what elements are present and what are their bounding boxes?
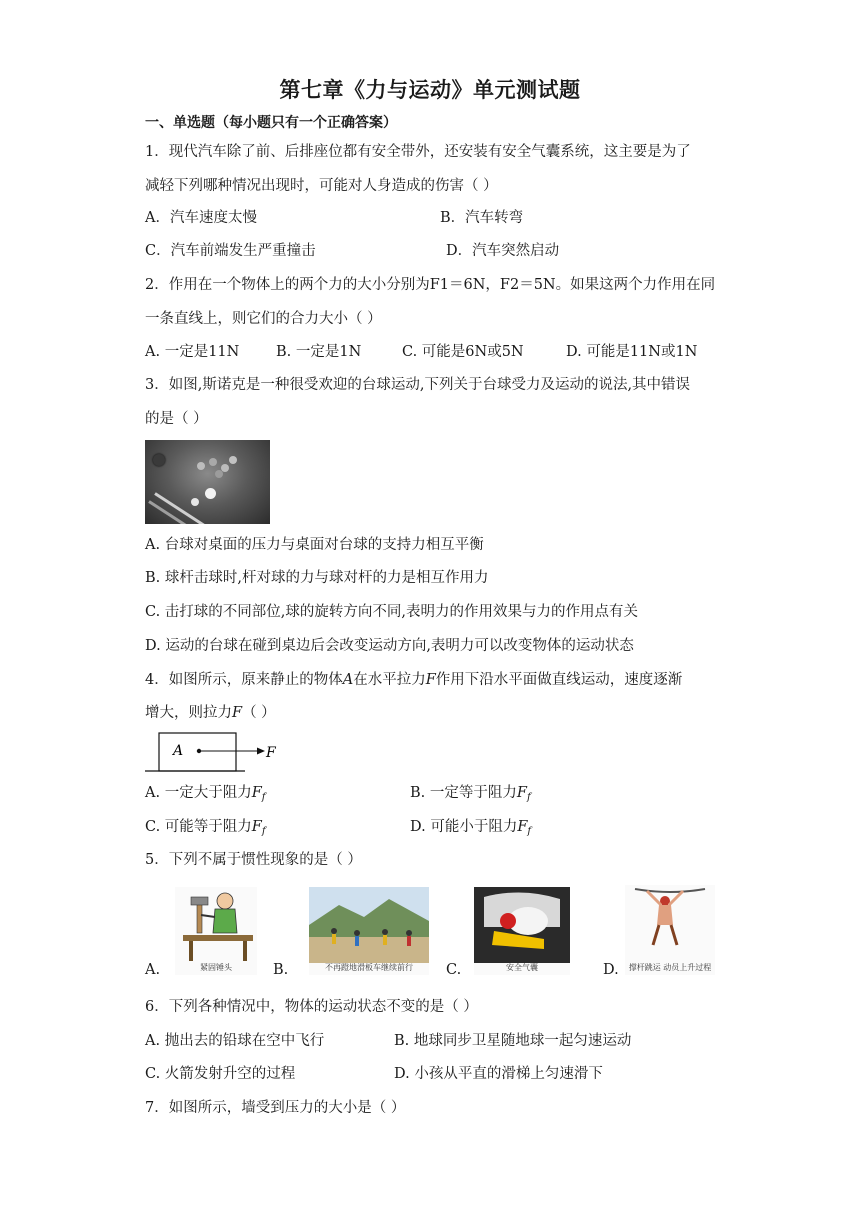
rider (406, 930, 412, 936)
q4-text: 4．如图所示，原来静止的物体 (145, 672, 343, 688)
q4-var-f: F (425, 672, 436, 688)
q3-option-d: D. 运动的台球在碰到桌边后会改变运动方向,表明力可以改变物体的运动状态 (145, 638, 634, 654)
bench-leg (189, 941, 193, 961)
q4-option-a (145, 783, 265, 808)
athlete-legs (653, 925, 677, 945)
q5-option-a-label: A. (145, 962, 161, 978)
friction-symbol: F (251, 785, 262, 801)
q6-option-c: C. 火箭发射升空的过程 (145, 1066, 296, 1082)
q4-stem-line2 (145, 703, 276, 723)
hammer-head (191, 897, 208, 905)
q4-stem-line1 (145, 670, 682, 690)
q5-caption-b: 不再蹬地滑板车继续前行 (325, 963, 413, 972)
q4-option-a-text: A. 一定大于阻力 (145, 785, 252, 801)
section-heading: 一、单选题（每小题只有一个正确答案） (145, 115, 397, 131)
q1-stem-line2: 减轻下列哪种情况出现时，可能对人身造成的伤害（ ） (145, 178, 498, 194)
ball (197, 462, 205, 470)
q4-text: 增大，则拉力 (145, 705, 232, 721)
q4-text: 作用下沿水平面做直线运动，速度逐渐 (435, 672, 683, 688)
q5-image-c (474, 887, 570, 975)
ball (229, 456, 237, 464)
rider-body (407, 936, 411, 946)
force-arrow-head (257, 748, 265, 755)
diagram-label-a: A (173, 743, 184, 759)
q5-caption-c: 安全气囊 (506, 963, 538, 972)
q6-option-a: A. 抛出去的铅球在空中飞行 (145, 1033, 325, 1049)
q4-option-b (410, 783, 531, 808)
q1-option-a: A．汽车速度太慢 (145, 210, 257, 226)
ball (215, 470, 223, 478)
friction-symbol: F (516, 785, 527, 801)
q4-option-c-text: C. 可能等于阻力 (145, 819, 252, 835)
pole-vault-illustration (625, 885, 715, 961)
q5-image-d (625, 885, 715, 975)
airbag-illustration (474, 887, 570, 963)
q5-image-a (175, 887, 257, 975)
shirt (213, 909, 237, 933)
rider (354, 930, 360, 936)
q4-option-c (145, 817, 266, 842)
athlete-body (657, 905, 673, 925)
q6-option-b: B. 地球同步卫星随地球一起匀速运动 (394, 1033, 632, 1049)
head (217, 893, 233, 909)
q3-option-c: C. 击打球的不同部位,球的旋转方向不同,表明力的作用效果与力的作用点有关 (145, 604, 639, 620)
q4-var-a: A (342, 672, 354, 688)
bench (183, 935, 253, 941)
friction-symbol: F (251, 819, 262, 835)
q2-option-b: B. 一定是1N (276, 344, 362, 360)
q4-var-f: F (232, 705, 243, 721)
q2-stem-line1: 2．作用在一个物体上的两个力的大小分别为F1＝6N，F2＝5N。如果这两个力作用在同 (145, 277, 716, 293)
q5-image-b (309, 887, 429, 975)
q3-option-b: B. 球杆击球时,杆对球的力与球对杆的力是相互作用力 (145, 570, 489, 586)
q4-option-d (410, 817, 531, 842)
q4-option-d-text: D. 可能小于阻力 (410, 819, 518, 835)
q2-option-d: D. 可能是11N或1N (566, 344, 698, 360)
dummy-head (500, 913, 516, 929)
diagram-label-f: F (266, 745, 276, 761)
q4-text: （ ） (242, 705, 276, 721)
q5-option-c-label: C. (446, 962, 462, 978)
rider (331, 928, 337, 934)
friction-subscript: f (527, 826, 532, 837)
q6-stem: 6．下列各种情况中，物体的运动状态不变的是（ ） (145, 999, 478, 1015)
q1-option-c: C．汽车前端发生严重撞击 (145, 243, 316, 259)
force-diagram (145, 730, 285, 776)
rider-body (383, 935, 387, 945)
q1-option-b: B．汽车转弯 (440, 210, 524, 226)
bench-leg (243, 941, 247, 961)
q2-option-a: A. 一定是11N (145, 344, 240, 360)
rider (382, 929, 388, 935)
q5-caption-a: 紧固锤头 (200, 963, 232, 972)
rider-body (332, 934, 336, 944)
billiards-photo (145, 440, 270, 524)
q4-text: 在水平拉力 (353, 672, 426, 688)
scooter-illustration (309, 887, 429, 963)
q6-option-d: D. 小孩从平直的滑梯上匀速滑下 (394, 1066, 603, 1082)
q2-option-c: C. 可能是6N或5N (402, 344, 524, 360)
vault-pole (635, 889, 705, 892)
page-title: 第七章《力与运动》单元测试题 (279, 78, 581, 102)
q4-option-b-text: B. 一定等于阻力 (410, 785, 517, 801)
hammer-handle (197, 903, 202, 933)
q1-option-d: D．汽车突然启动 (446, 243, 560, 259)
q3-stem-line1: 3．如图,斯诺克是一种很受欢迎的台球运动,下列关于台球受力及运动的说法,其中错误 (145, 377, 691, 393)
friction-subscript: f (261, 792, 266, 803)
ball (209, 458, 217, 466)
rider-body (355, 936, 359, 946)
q3-stem-line2: 的是（ ） (145, 411, 208, 427)
q5-option-d-label: D. (603, 962, 619, 978)
q3-option-a: A. 台球对桌面的压力与桌面对台球的支持力相互平衡 (145, 537, 484, 553)
cue-ball (205, 488, 216, 499)
q5-option-b-label: B. (273, 962, 289, 978)
q7-stem: 7．如图所示，墙受到压力的大小是（ ） (145, 1100, 406, 1116)
q5-stem: 5．下列不属于惯性现象的是（ ） (145, 852, 362, 868)
dark-ball (153, 454, 165, 466)
friction-subscript: f (261, 826, 266, 837)
q1-stem-line1: 1．现代汽车除了前、后排座位都有安全带外，还安装有安全气囊系统，这主要是为了 (145, 144, 691, 160)
friction-subscript: f (526, 792, 531, 803)
arm (201, 915, 215, 917)
friction-symbol: F (517, 819, 528, 835)
q2-stem-line2: 一条直线上，则它们的合力大小（ ） (145, 311, 382, 327)
q5-caption-d: 撑杆跳运 动员上升过程 (628, 963, 712, 972)
ball (191, 498, 199, 506)
hammer-illustration (175, 887, 257, 963)
